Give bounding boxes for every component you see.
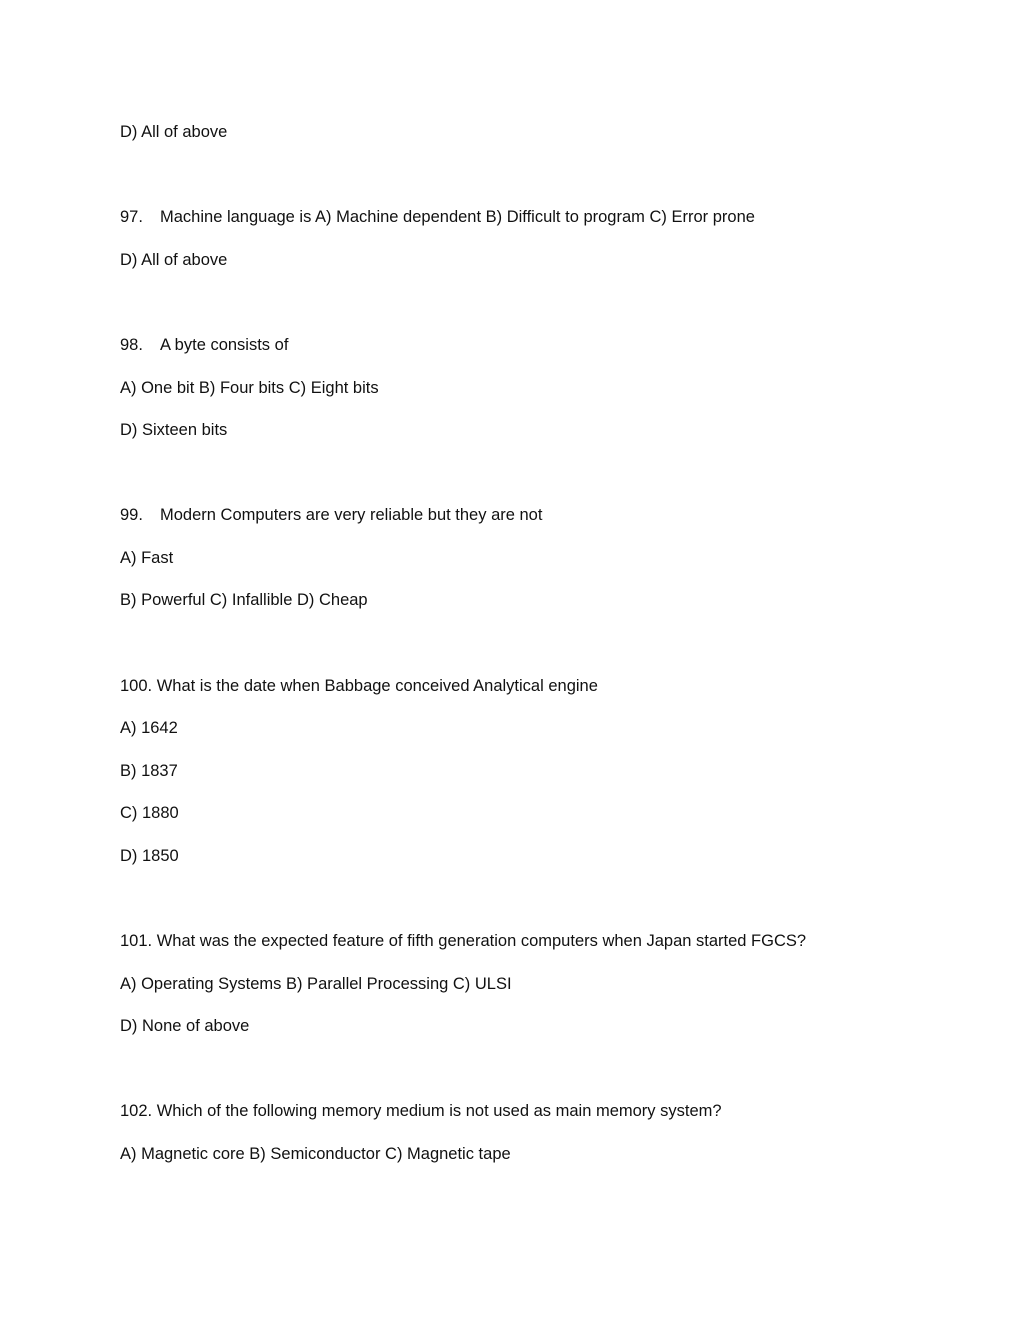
question-101: 101. What was the expected feature of fifth generation computers when Japan started FGCS? [120, 932, 807, 950]
question-100: 100. What is the date when Babbage conceived Analytical engine [120, 677, 598, 695]
answer-line: A) One bit B) Four bits C) Eight bits [120, 379, 379, 397]
question-102: 102. Which of the following memory medium is not used as main memory system? [120, 1102, 722, 1120]
question-97 [120, 207, 755, 227]
answer-line: D) None of above [120, 1017, 250, 1035]
answer-line: D) 1850 [120, 847, 179, 865]
answer-line: D) Sixteen bits [120, 421, 228, 439]
answer-line: B) 1837 [120, 762, 178, 780]
answer-line: C) 1880 [120, 804, 179, 822]
answer-line: A) 1642 [120, 719, 178, 737]
question-number: 99. [120, 506, 143, 524]
question-text: Machine language is A) Machine dependent B) Difficult to program C) Error prone [160, 208, 755, 226]
answer-line: D) All of above [120, 123, 228, 141]
question-text: Modern Computers are very reliable but they are not [160, 506, 543, 524]
question-98 [120, 335, 288, 355]
answer-line: A) Fast [120, 549, 174, 567]
answer-line: A) Magnetic core B) Semiconductor C) Magnetic tape [120, 1145, 511, 1163]
question-99 [120, 505, 542, 525]
answer-line: A) Operating Systems B) Parallel Processing C) ULSI [120, 975, 512, 993]
question-number: 97. [120, 208, 143, 226]
question-number: 98. [120, 336, 143, 354]
answer-line: B) Powerful C) Infallible D) Cheap [120, 591, 368, 609]
answer-line: D) All of above [120, 251, 228, 269]
question-text: A byte consists of [160, 336, 289, 354]
